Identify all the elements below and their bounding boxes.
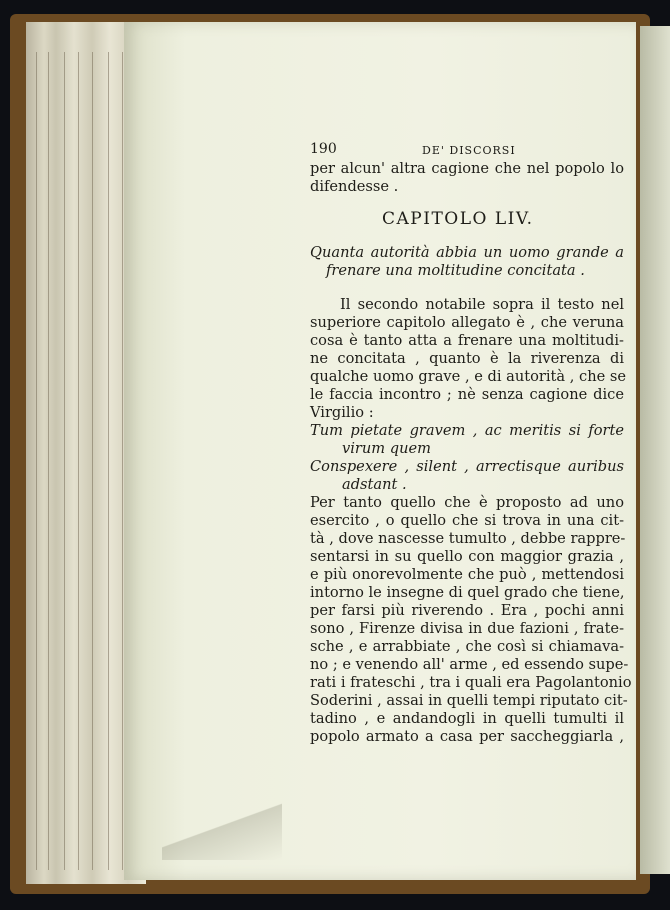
body-line: cosa è tanto atta a frenare una moltitudi- [310,332,624,349]
body-line: superiore capitolo allegato è , che veruna [310,314,624,331]
page-number: 190 [310,141,337,157]
body-line: intorno le insegne di quel grado che tiene, [310,584,625,601]
body-line: le faccia incontro ; nè senza cagione dice [310,386,624,403]
facing-page-edge [640,26,670,874]
running-title: DE' DISCORSI [422,144,516,157]
body-line: sentarsi in su quello con maggior grazia , [310,548,624,565]
quote-line: adstant . [342,476,407,493]
body-line: esercito , o quello che si trova in una cit- [310,512,624,529]
carryover-line: per alcun' altra cagione che nel popolo lo [310,160,624,177]
quote-line: Tum pietate gravem , ac meritis si forte [310,422,624,439]
chapter-summary-line: frenare una moltitudine concitata . [326,262,585,279]
body-line: Virgilio : [310,404,374,421]
chapter-summary-line: Quanta autorità abbia un uomo grande a [310,244,624,261]
body-line: ne concitata , quanto è la riverenza di [310,350,624,367]
body-line: rati i frateschi , tra i quali era Pagolantonio [310,674,632,691]
quote-line: virum quem [342,440,431,457]
body-line: Soderini , assai in quelli tempi riputato cit- [310,692,628,709]
body-line: popolo armato a casa per saccheggiarla , [310,728,624,745]
page-fold-corner [162,790,282,860]
body-line: tà , dove nascesse tumulto , debbe rappre- [310,530,626,547]
body-line: no ; e venendo all' arme , ed essendo supe- [310,656,629,673]
body-line: tadino , e andandogli in quelli tumulti il [310,710,624,727]
body-line: e più onorevolmente che può , mettendosi [310,566,624,583]
body-line: qualche uomo grave , e di autorità , che se [310,368,626,385]
quote-line: Conspexere , silent , arrectisque auribus [310,458,624,475]
body-line: Il secondo notabile sopra il testo nel [340,296,624,313]
chapter-title: CAPITOLO LIV. [382,209,534,229]
body-line: Per tanto quello che è proposto ad uno [310,494,624,511]
body-line: sche , e arrabbiate , che così si chiamava- [310,638,624,655]
body-line: sono , Firenze divisa in due fazioni , frate- [310,620,624,637]
carryover-line: difendesse . [310,178,399,195]
body-line: per farsi più riverendo . Era , pochi anni [310,602,624,619]
